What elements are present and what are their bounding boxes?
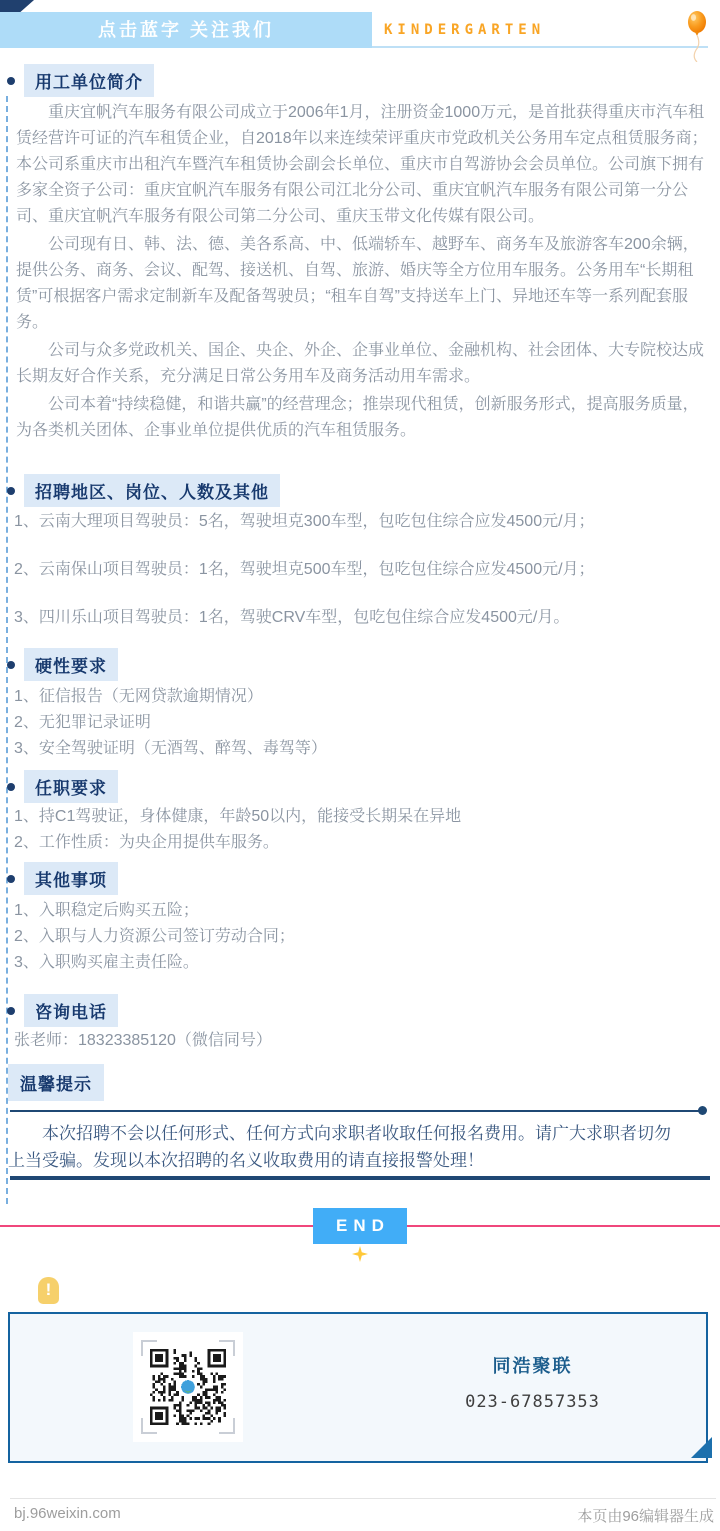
kindergarten-label: KINDERGARTEN — [384, 22, 546, 38]
paragraph: 公司与众多党政机关、国企、央企、外企、企事业单位、金融机构、社会团体、大专院校达成长期友好合作关系，充分满足日常公务用车及商务活动用车需求。 — [16, 342, 705, 385]
list-item: 2、无犯罪记录证明 — [14, 714, 151, 731]
paragraph: 公司本着“持续稳健，和谐共赢”的经营理念；推崇现代租赁，创新服务形式，提高服务质量，为各类机关团体、企事业单位提供优质的汽车租赁服务。 — [16, 396, 699, 439]
contact-phone-line: 张老师：18323385120（微信同号） — [14, 1032, 272, 1049]
section-title: 硬性要求 — [24, 648, 118, 681]
list-item: 3、入职购买雇主责任险。 — [14, 954, 199, 971]
section-header-contact-phone — [0, 994, 118, 1027]
sparkle-icon — [352, 1246, 368, 1262]
section-header-job-requirements — [0, 770, 118, 803]
bullet-dot-icon — [7, 783, 15, 791]
end-button: END — [313, 1208, 407, 1244]
list-item: 3、安全驾驶证明（无酒驾、醉驾、毒驾等） — [14, 740, 327, 757]
list-item: 2、工作性质：为央企用提供车服务。 — [14, 834, 279, 851]
list-item: 1、云南大理项目驾驶员：5名，驾驶坦克300车型，包吃包住综合应发4500元/月； — [14, 513, 595, 530]
section-title: 招聘地区、岗位、人数及其他 — [24, 474, 280, 507]
bullet-dot-icon — [7, 1007, 15, 1015]
bullet-dot-icon — [7, 77, 15, 85]
follow-label: 点击蓝字 关注我们 — [97, 20, 274, 40]
notice-top-rule — [10, 1110, 700, 1112]
contact-phone: 023-67857353 — [465, 1392, 600, 1412]
section-header-hard-requirements — [0, 648, 118, 681]
section-header-other-matters — [0, 862, 118, 895]
footer-divider — [10, 1498, 716, 1499]
section-title: 其他事项 — [24, 862, 118, 895]
list-item: 3、四川乐山项目驾驶员：1名，驾驶CRV车型，包吃包住综合应发4500元/月。 — [14, 609, 570, 626]
list-item: 2、入职与人力资源公司签订劳动合同； — [14, 928, 295, 945]
follow-banner[interactable] — [0, 12, 372, 48]
jobs-list — [14, 508, 714, 652]
list-item: 1、入职稳定后购买五险； — [14, 902, 199, 919]
hard-requirements-list — [14, 684, 714, 762]
footer-site-link[interactable]: bj.96weixin.com — [14, 1505, 121, 1522]
notice-text: 本次招聘不会以任何形式、任何方式向求职者收取任何报名费用。请广大求职者切勿上当受骗。发现以本次招聘的名义收取费用的请直接报警处理！ — [8, 1124, 671, 1170]
paragraph: 公司现有日、韩、法、德、美各系高、中、低端轿车、越野车、商务车及旅游客车200余辆，提供公务、商务、会议、配驾、接送机、自驾、旅游、婚庆等全方位用车服务。公务用车“长期租赁”可根据客户需求定制新车及配备驾驶员；“租车自驾”支持送车上门、异地还车等一系列配套服务。 — [16, 236, 699, 331]
bullet-dot-icon — [7, 661, 15, 669]
warning-exclamation-icon: ! — [38, 1277, 59, 1304]
job-requirements-list — [14, 804, 714, 856]
balloon-icon — [684, 10, 712, 62]
contact-name: 同浩聚联 — [492, 1356, 573, 1376]
section-title: 任职要求 — [24, 770, 118, 803]
bullet-dot-icon — [7, 487, 15, 495]
section-title: 用工单位简介 — [24, 64, 154, 97]
section-header-company-intro — [0, 64, 154, 97]
contact-box — [8, 1312, 708, 1463]
company-intro-paragraphs — [16, 100, 708, 446]
banner-underline — [372, 46, 708, 48]
qr-code — [150, 1349, 226, 1425]
corner-wedge-decoration — [0, 0, 34, 12]
list-item: 2、云南保山项目驾驶员：1名，驾驶坦克500车型，包吃包住综合应发4500元/月； — [14, 561, 595, 578]
notice-label: 温馨提示 — [8, 1064, 104, 1101]
list-item: 1、持C1驾驶证，身体健康，年龄50以内，能接受长期呆在异地 — [14, 808, 462, 825]
rule-end-dot-icon — [698, 1106, 707, 1115]
other-matters-list — [14, 898, 714, 976]
paragraph: 重庆宜帆汽车服务有限公司成立于2006年1月，注册资金1000万元，是首批获得重庆市汽车租赁经营许可证的汽车租赁企业，自2018年以来连续荣评重庆市党政机关公务用车定点租赁服务商；本公司系重庆市出租汽车暨汽车租赁协会副会长单位、重庆市自驾游协会会员单位。公司旗下拥有多家全资子公司：重庆宜帆汽车服务有限公司江北分公司、重庆宜帆汽车服务有限公司第一分公司、重庆宜帆汽车服务有限公司第二分公司、重庆玉带文化传媒有限公司。 — [16, 104, 708, 225]
notice-bottom-rule — [10, 1176, 710, 1180]
footer-generator-note: 本页由96编辑器生成 — [577, 1508, 714, 1525]
section-title: 咨询电话 — [24, 994, 118, 1027]
section-header-positions — [0, 474, 280, 507]
bullet-dot-icon — [7, 875, 15, 883]
list-item: 1、征信报告（无网贷款逾期情况） — [14, 688, 263, 705]
